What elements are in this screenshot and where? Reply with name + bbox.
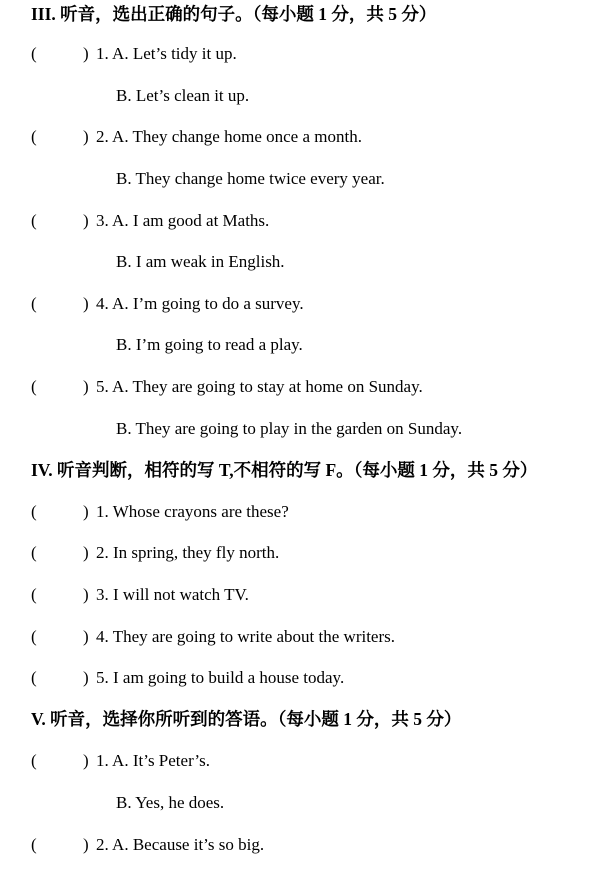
answer-blank-close: ) <box>83 543 89 562</box>
answer-blank-close: ) <box>83 835 89 854</box>
question-option-a: 1. A. It’s Peter’s. <box>96 751 210 770</box>
question-option-b: B. I’m going to read a play. <box>116 335 303 354</box>
question-text: 2. In spring, they fly north. <box>96 543 280 562</box>
answer-blank-close: ) <box>83 668 89 687</box>
answer-blank-open[interactable]: ( <box>31 751 37 770</box>
question-option-b: B. They are going to play in the garden on Sunday. <box>116 419 463 438</box>
section-4-heading: IV. 听音判断，相符的写 T,不相符的写 F。（每小题 1 分，共 5 分） <box>31 460 538 480</box>
answer-blank-open[interactable]: ( <box>31 127 37 146</box>
question-option-a: 4. A. I’m going to do a survey. <box>96 294 304 313</box>
answer-blank-open[interactable]: ( <box>31 627 37 646</box>
question-option-a: 2. A. Because it’s so big. <box>96 835 265 854</box>
answer-blank-close: ) <box>83 751 89 770</box>
question-option-b: B. I am weak in English. <box>116 252 285 271</box>
answer-blank-open[interactable]: ( <box>31 44 37 63</box>
question-text: 1. Whose crayons are these? <box>96 502 289 521</box>
answer-blank-open[interactable]: ( <box>31 377 37 396</box>
question-option-b: B. Let’s clean it up. <box>116 86 250 105</box>
section-5-heading: V. 听音，选择你所听到的答语。（每小题 1 分，共 5 分） <box>31 709 462 729</box>
answer-blank-close: ) <box>83 127 89 146</box>
answer-blank-close: ) <box>83 627 89 646</box>
question-option-a: 1. A. Let’s tidy it up. <box>96 44 237 63</box>
answer-blank-close: ) <box>83 377 89 396</box>
question-text: 5. I am going to build a house today. <box>96 668 345 687</box>
question-option-a: 5. A. They are going to stay at home on Sunday. <box>96 377 423 396</box>
question-text: 4. They are going to write about the writers. <box>96 627 395 646</box>
question-option-b: B. Yes, he does. <box>116 793 225 812</box>
answer-blank-open[interactable]: ( <box>31 835 37 854</box>
question-option-b: B. They change home twice every year. <box>116 169 385 188</box>
question-text: 3. I will not watch TV. <box>96 585 249 604</box>
answer-blank-open[interactable]: ( <box>31 543 37 562</box>
answer-blank-open[interactable]: ( <box>31 585 37 604</box>
answer-blank-open[interactable]: ( <box>31 668 37 687</box>
answer-blank-close: ) <box>83 294 89 313</box>
answer-blank-close: ) <box>83 585 89 604</box>
answer-blank-close: ) <box>83 211 89 230</box>
answer-blank-close: ) <box>83 44 89 63</box>
answer-blank-open[interactable]: ( <box>31 294 37 313</box>
question-option-a: 2. A. They change home once a month. <box>96 127 362 146</box>
question-option-a: 3. A. I am good at Maths. <box>96 211 270 230</box>
answer-blank-open[interactable]: ( <box>31 502 37 521</box>
section-3-heading: III. 听音，选出正确的句子。（每小题 1 分，共 5 分） <box>31 4 437 24</box>
answer-blank-close: ) <box>83 502 89 521</box>
answer-blank-open[interactable]: ( <box>31 211 37 230</box>
